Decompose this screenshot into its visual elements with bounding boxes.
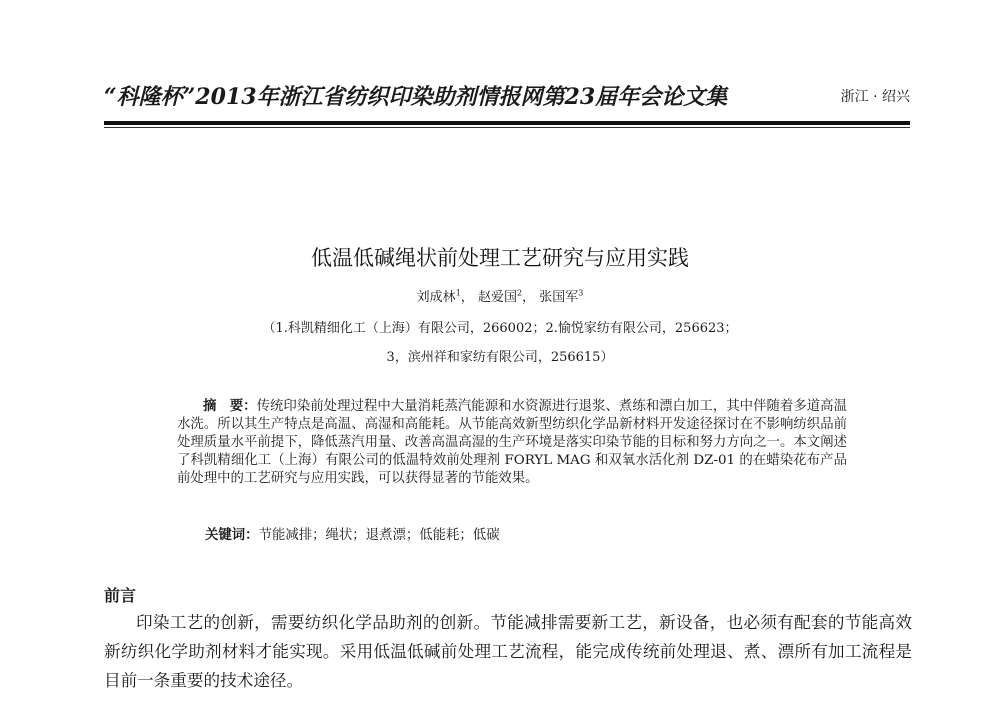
author-affil-mark: 2: [516, 288, 523, 298]
running-header: [104, 80, 910, 112]
author-separator: ，: [460, 290, 474, 305]
paper-title: 低温低碱绳状前处理工艺研究与应用实践: [311, 246, 689, 270]
proceedings-title: “科隆杯”2013年浙江省纺织印染助剂情报网第23届年会论文集: [104, 84, 728, 110]
author-name: 赵爱国: [477, 290, 517, 305]
author-name: 张国军: [539, 290, 579, 305]
header-rule-thin: [104, 127, 910, 128]
intro-paragraph: 印染工艺的创新，需要纺织化学品助剂的创新。节能减排需要新工艺，新设备，也必须有配套的节能高效新纺织化学助剂材料才能实现。采用低温低碱前处理工艺流程，能完成传统前处理退、煮、漂所有加工流程是目前一条重要的技术途径。: [104, 613, 912, 690]
author-separator: ，: [522, 290, 536, 305]
keywords-text: 节能减排；绳状；退煮漂；低能耗；低碳: [258, 528, 500, 543]
abstract: [177, 397, 847, 488]
affiliations-line-2: 3，滨州祥和家纺有限公司，256615）: [386, 350, 614, 365]
abstract-label: 摘 要：: [203, 398, 257, 414]
author-name: 刘成林: [416, 290, 456, 305]
abstract-text: 传统印染前处理过程中大量消耗蒸汽能源和水资源进行退浆、煮练和漂白加工，其中伴随着多道高温水洗。所以其生产特点是高温、高湿和高能耗。从节能高效新型纺织化学品新材料开发途径探讨在不影响纺织品前处理质量水平前提下，降低蒸汽用量、改善高温高湿的生产环境是落实印染节能的目标和努力方向之一。本文阐述了科凯精细化工（上海）有限公司的低温特效前处理剂 FORYL MAG 和双氧水活化剂 DZ-01 的在蜡染花布产品前处理中的工艺研究与应用实践，可以获得显著的节能效果。: [177, 399, 847, 486]
keywords-label: 关键词：: [205, 527, 259, 543]
header-rule-thick: [104, 121, 910, 125]
author-line: [0, 286, 1000, 305]
author-affil-mark: 3: [578, 288, 584, 298]
section-heading: 前言: [104, 586, 137, 605]
keywords: [205, 524, 500, 543]
conference-location: 浙江 · 绍兴: [840, 89, 910, 105]
affiliations-line-1: （1.科凯精细化工（上海）有限公司，266002；2.愉悦家纺有限公司，256623；: [262, 321, 738, 336]
author-affil-mark: 1: [455, 288, 461, 298]
